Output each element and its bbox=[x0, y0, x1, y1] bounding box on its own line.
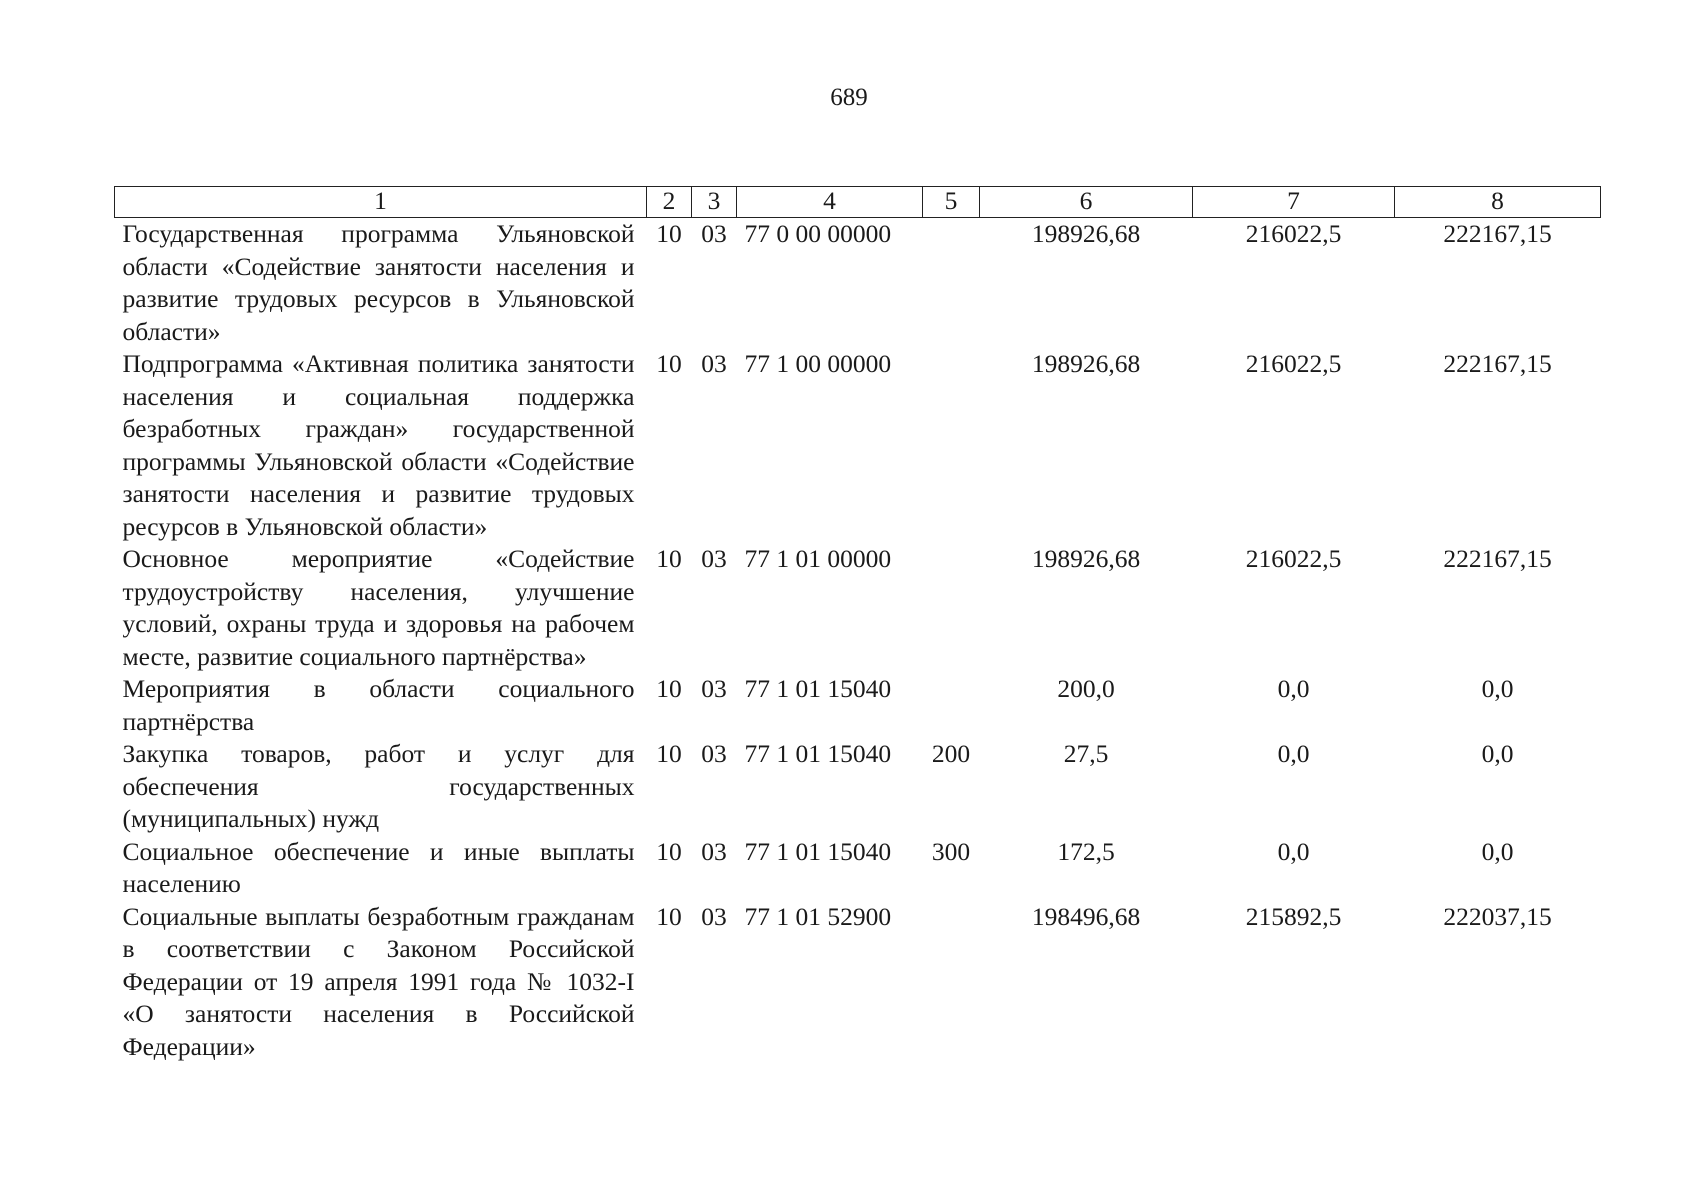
row-value-8: 0,0 bbox=[1481, 739, 1514, 768]
row-value-6: 200,0 bbox=[1057, 674, 1115, 703]
row-subsection: 03 bbox=[701, 674, 727, 703]
row-section: 10 bbox=[656, 739, 682, 768]
row-name: Основное мероприятие «Содействие трудоустройству населения, улучшение условий, охраны труда и здоровья на рабочем месте, развитие социального партнёрства» bbox=[122, 544, 635, 671]
row-target-article: 77 1 00 00000 bbox=[744, 349, 892, 378]
row-value-7: 216022,5 bbox=[1245, 219, 1342, 248]
table-row bbox=[115, 543, 1601, 673]
row-subsection: 03 bbox=[701, 544, 727, 573]
row-value-6: 198926,68 bbox=[1031, 349, 1141, 378]
header-col-8: 8 bbox=[1395, 187, 1601, 218]
row-value-7: 0,0 bbox=[1277, 739, 1310, 768]
row-value-8: 222167,15 bbox=[1443, 349, 1552, 378]
row-target-article: 77 1 01 00000 bbox=[744, 544, 892, 573]
row-section: 10 bbox=[656, 901, 682, 931]
table-row bbox=[115, 348, 1601, 543]
row-name: Закупка товаров, работ и услуг для обеспечения государственных (муниципальных) нужд bbox=[122, 739, 635, 833]
header-row bbox=[115, 187, 1601, 218]
row-subsection: 03 bbox=[701, 349, 727, 378]
row-section: 10 bbox=[656, 349, 682, 378]
header-col-4: 4 bbox=[737, 187, 923, 218]
header-col-7: 7 bbox=[1193, 187, 1395, 218]
row-expense-type bbox=[923, 673, 980, 738]
row-value-6: 172,5 bbox=[1057, 836, 1115, 866]
header-col-2: 2 bbox=[647, 187, 692, 218]
header-col-5: 5 bbox=[923, 187, 980, 218]
table-row bbox=[115, 673, 1601, 738]
row-value-7: 216022,5 bbox=[1245, 544, 1342, 573]
row-section: 10 bbox=[656, 219, 682, 248]
row-expense-type bbox=[923, 348, 980, 543]
row-target-article: 77 1 01 15040 bbox=[744, 836, 892, 866]
row-name: Государственная программа Ульяновской области «Содействие занятости населения и развитие трудовых ресурсов в Ульяновской области» bbox=[122, 219, 635, 346]
row-target-article: 77 0 00 00000 bbox=[744, 219, 892, 248]
row-name: Социальное обеспечение и иные выплаты населению bbox=[122, 836, 635, 898]
row-expense-type bbox=[923, 543, 980, 673]
row-subsection: 03 bbox=[701, 219, 727, 248]
row-value-8: 0,0 bbox=[1481, 836, 1514, 866]
budget-table bbox=[114, 186, 1601, 1063]
row-expense-type: 200 bbox=[931, 739, 971, 768]
row-value-8: 222037,15 bbox=[1443, 901, 1552, 931]
row-name: Мероприятия в области социального партнёрства bbox=[122, 674, 635, 736]
row-value-7: 216022,5 bbox=[1245, 349, 1342, 378]
row-value-6: 198926,68 bbox=[1031, 544, 1141, 573]
row-section: 10 bbox=[656, 836, 682, 866]
row-value-8: 222167,15 bbox=[1443, 219, 1552, 248]
table-row bbox=[115, 836, 1601, 901]
row-target-article: 77 1 01 15040 bbox=[744, 739, 892, 768]
row-value-8: 222167,15 bbox=[1443, 544, 1552, 573]
row-section: 10 bbox=[656, 544, 682, 573]
row-name: Подпрограмма «Активная политика занятости населения и социальная поддержка безработных граждан» государственной программы Ульяновской области «Содействие занятости населения и развитие трудовых ресурсов в Ульяновской области» bbox=[122, 349, 635, 541]
row-target-article: 77 1 01 15040 bbox=[744, 674, 892, 703]
row-target-article: 77 1 01 52900 bbox=[744, 901, 892, 931]
row-value-7: 215892,5 bbox=[1245, 901, 1342, 931]
header-col-1: 1 bbox=[115, 187, 647, 218]
row-name: Социальные выплаты безработным гражданам в соответствии с Законом Российской Федерации от 19 апреля 1991 года № 1032-I «О занятости населения в Российской Федерации» bbox=[122, 901, 635, 1061]
table-row bbox=[115, 738, 1601, 836]
row-value-7: 0,0 bbox=[1277, 674, 1310, 703]
row-value-8: 0,0 bbox=[1481, 674, 1514, 703]
table-header bbox=[115, 187, 1601, 218]
row-expense-type bbox=[923, 901, 980, 1064]
table-row bbox=[115, 218, 1601, 349]
row-section: 10 bbox=[656, 674, 682, 703]
header-col-6: 6 bbox=[980, 187, 1193, 218]
row-value-6: 27,5 bbox=[1063, 739, 1109, 768]
row-expense-type bbox=[923, 218, 980, 349]
row-value-6: 198926,68 bbox=[1031, 219, 1141, 248]
row-expense-type: 300 bbox=[931, 836, 971, 866]
row-value-7: 0,0 bbox=[1277, 836, 1310, 866]
table-body bbox=[115, 218, 1601, 1064]
row-subsection: 03 bbox=[701, 836, 727, 866]
page-number: 689 bbox=[830, 84, 868, 111]
header-col-3: 3 bbox=[692, 187, 737, 218]
row-subsection: 03 bbox=[701, 739, 727, 768]
row-value-6: 198496,68 bbox=[1031, 901, 1141, 931]
row-subsection: 03 bbox=[701, 901, 727, 931]
table-row bbox=[115, 901, 1601, 1064]
